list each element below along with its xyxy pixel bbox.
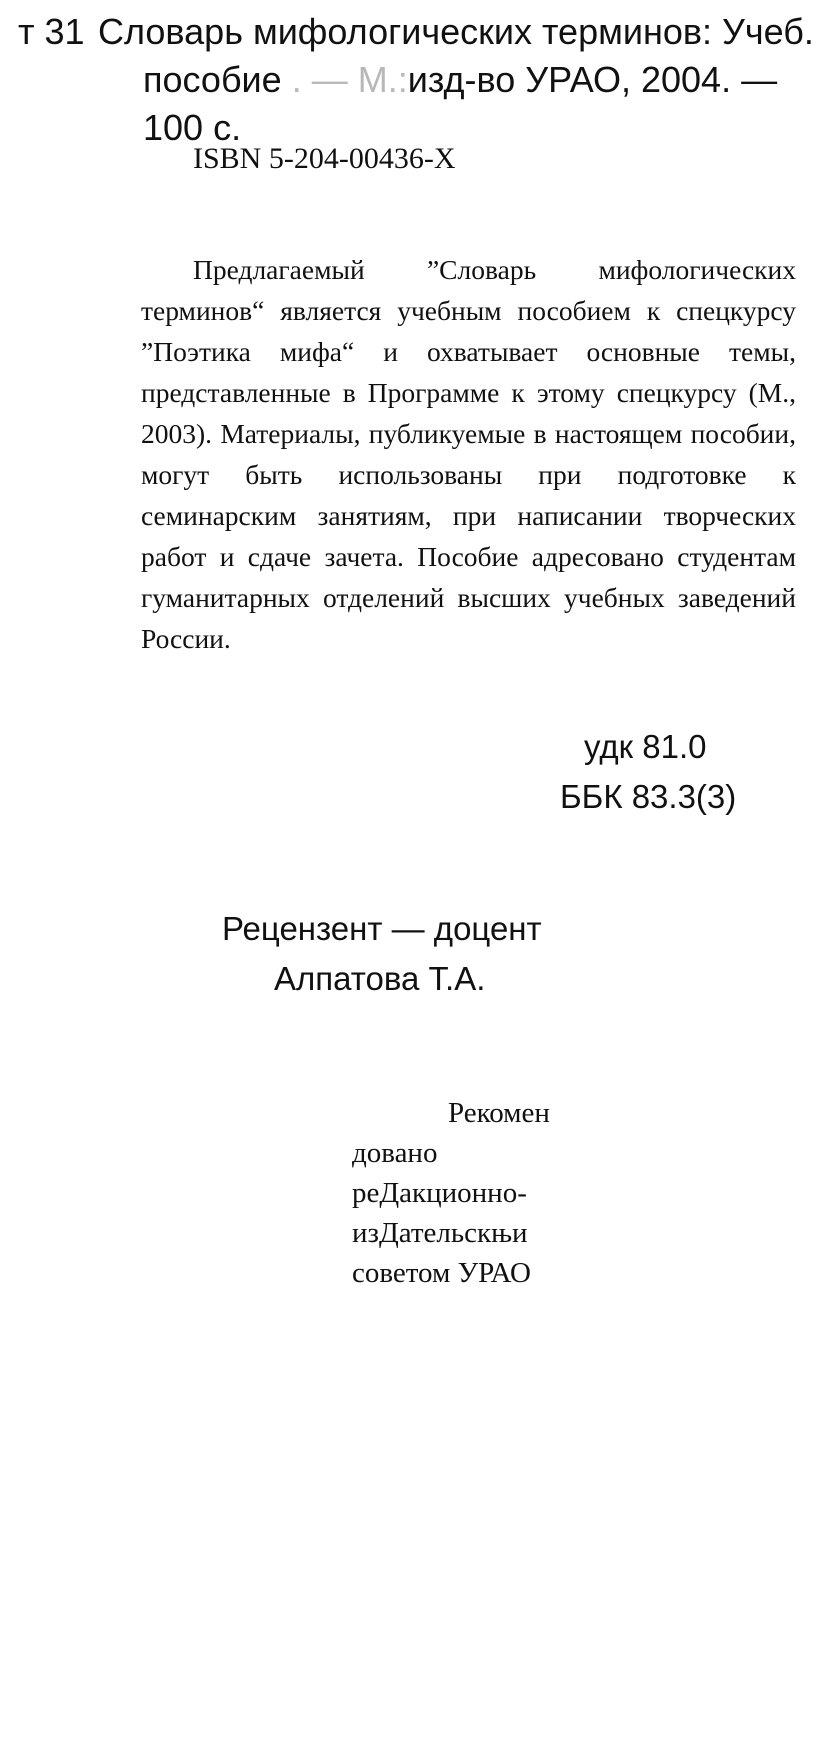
reviewer-name: Алпатова Т.А. — [274, 960, 486, 997]
book-title: Словарь мифологических терминов: Учеб. — [98, 11, 814, 52]
recommendation-line-2: довано — [352, 1137, 438, 1169]
recommendation-line-3: реДакционно- — [352, 1177, 527, 1209]
book-type: пособие — [143, 59, 282, 100]
isbn-number: ISBN 5-204-00436-Х — [193, 142, 456, 175]
reviewer-role: Рецензент — доцент — [222, 910, 542, 947]
udk-code: удк 81.0 — [584, 728, 707, 765]
publisher-year: изд-во УРАО, 2004. — — [407, 59, 778, 100]
catalog-code: т 31 — [18, 11, 85, 52]
recommendation-line-4: изДательскњи — [352, 1217, 528, 1249]
biblio-line-1 — [18, 8, 814, 56]
reviewer-block — [222, 904, 542, 1004]
classification-block — [560, 722, 736, 822]
bibliographic-record — [18, 8, 814, 152]
recommendation-line-1: Рекомен — [448, 1097, 550, 1129]
biblio-line-2 — [18, 56, 814, 104]
page-count: 100 с. — [143, 107, 242, 148]
abstract-paragraph: Предлагаемый ”Словарь мифологических терминов“ является учебным пособием к спецкурсу ”Поэтика мифа“ и охватывает основные темы, представленные в Программе к этому спецкурсу (М., 2003). Материалы, публикуемые в настоящем пособии, могут быть использованы при подготовке к семинарским занятиям, при написании творческих работ и сдаче зачета. Пособие адресовано студентам гуманитарных отделений высших учебных заведений России. — [141, 253, 796, 654]
bbk-code: ББК 83.3(3) — [560, 778, 737, 815]
publisher-city: . — М.: — [291, 59, 408, 100]
recommendation-block — [352, 1093, 550, 1293]
recommendation-line-5: советом УРАО — [352, 1257, 531, 1289]
